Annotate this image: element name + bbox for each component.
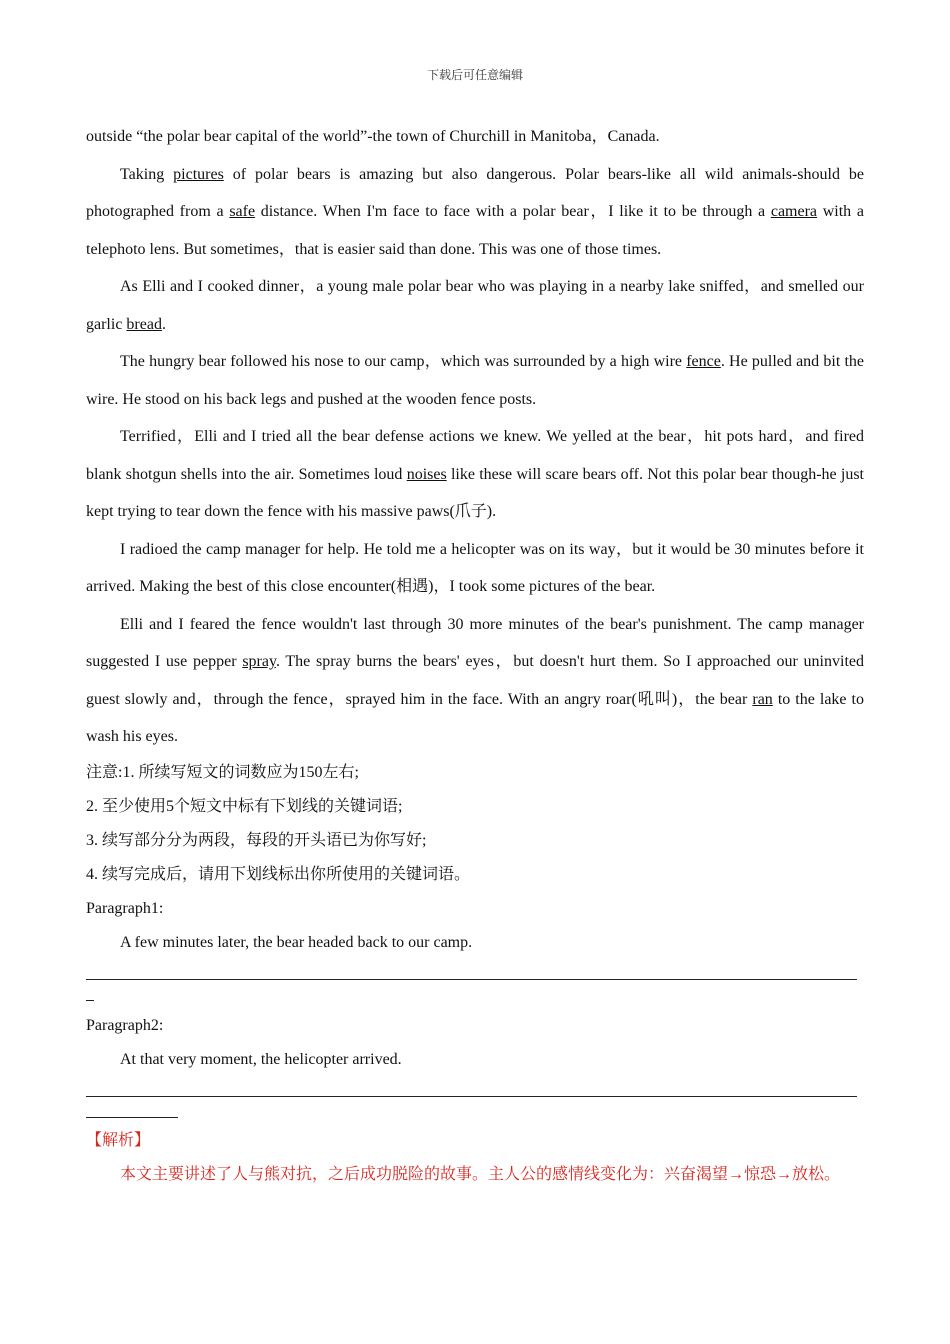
- keyword-spray: spray: [242, 653, 276, 670]
- note-line-2: 2. 至少使用5个短文中标有下划线的关键词语;: [86, 797, 403, 815]
- passage-paragraph-1: Taking pictures of polar bears is amazing but also dangerous. Polar bears-like all wild animals-should be photographed from a safe distance. When I'm face to face with a polar bear，I like it to be through a camera with a telephoto lens. But sometimes，that is easier said than done. This was one of those times.: [86, 165, 865, 258]
- passage-paragraph-2: As Elli and I cooked dinner，a young male polar bear who was playing in a nearby lake sniffed，and smelled our garlic bread.: [86, 278, 864, 333]
- keyword-safe: safe: [229, 203, 256, 220]
- keyword-fence: fence: [686, 353, 721, 370]
- writing-line: [86, 960, 857, 980]
- keyword-camera: camera: [770, 203, 818, 220]
- writing-line: [86, 1077, 857, 1097]
- keyword-ran: ran: [752, 690, 773, 708]
- note-line-4: 4. 续写完成后，请用下划线标出你所使用的关键词语。: [86, 865, 471, 883]
- analysis-heading: 【解析】: [86, 1131, 151, 1149]
- page-header-note: 下载后可任意编辑: [426, 68, 523, 82]
- writing-line-tail: [86, 1097, 178, 1118]
- passage-paragraph-3: The hungry bear followed his nose to our camp，which was surrounded by a high wire fence. He pulled and bit the wire. He stood on his back legs and pushed at the wooden fence posts.: [86, 353, 864, 408]
- passage-paragraph-0: outside “the polar bear capital of the world”-the town of Churchill in Manitoba，Canada.: [86, 128, 660, 145]
- passage-paragraph-4: Terrified，Elli and I tried all the bear defense actions we knew. We yelled at the bear，hit pots hard，and fired blank shotgun shells into the air. Sometimes loud noises like these will scare bears off. Not this polar bear though-he just kept trying to tear down the fence with his massive paws(爪子).: [86, 428, 864, 520]
- keyword-pictures: pictures: [173, 165, 224, 183]
- keyword-noises: noises: [406, 465, 447, 483]
- analysis-text: 本文主要讲述了人与熊对抗，之后成功脱险的故事。主人公的感情线变化为：兴奋渴望→惊恐→放松。: [120, 1165, 841, 1183]
- note-line-1: 注意:1. 所续写短文的词数应为150左右;: [86, 763, 359, 781]
- paragraph1-opening: A few minutes later, the bear headed back to our camp.: [120, 933, 473, 951]
- paragraph1-label: Paragraph1:: [86, 899, 164, 917]
- note-line-3: 3. 续写部分分为两段，每段的开头语已为你写好;: [86, 831, 427, 849]
- paragraph2-label: Paragraph2:: [86, 1016, 164, 1034]
- passage-paragraph-6: Elli and I feared the fence wouldn't last through 30 more minutes of the bear's punishment. The camp manager suggested I use pepper spray. The spray burns the bears' eyes，but doesn't hurt them. So I approached our uninvited guest slowly and，through the fence，sprayed him in the face. With an angry roar(吼叫)，the bear ran to the lake to wash his eyes.: [86, 615, 864, 745]
- document-body: [86, 122, 864, 1192]
- passage-paragraph-5: I radioed the camp manager for help. He told me a helicopter was on its way，but it would be 30 minutes before it arrived. Making the best of this close encounter(相遇)，I took some pictures of the bear.: [86, 540, 865, 595]
- writing-line-tail: [86, 980, 94, 1001]
- paragraph2-opening: At that very moment, the helicopter arrived.: [120, 1050, 402, 1068]
- keyword-bread: bread: [126, 315, 162, 333]
